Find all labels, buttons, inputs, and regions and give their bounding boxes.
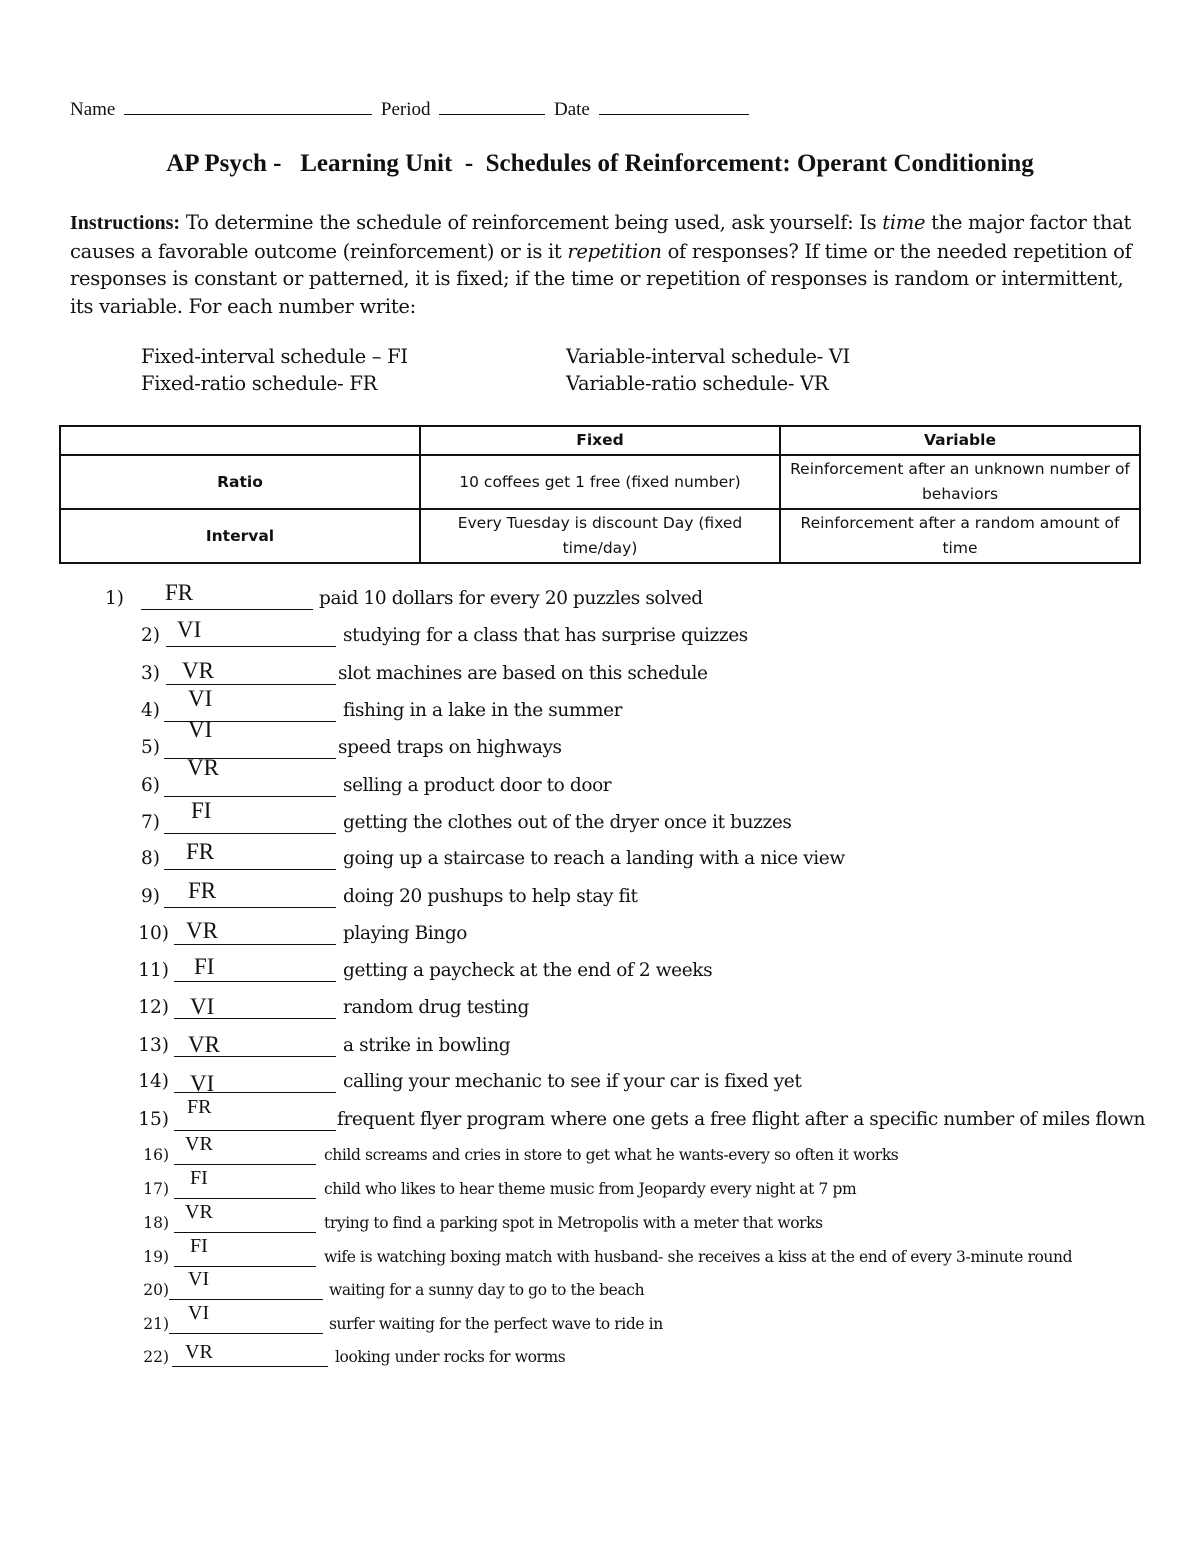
instructions-text-2: the major factor that causes a favorable outcome (reinforcement) or is it — [70, 211, 1132, 263]
answer-text: VR — [185, 1133, 213, 1155]
question-number: 17) — [143, 1180, 169, 1198]
instructions-repetition-word: repetition — [567, 239, 662, 263]
cell-ratio-fixed: 10 coffees get 1 free (fixed number) — [420, 455, 780, 509]
question-number: 9) — [141, 886, 160, 907]
list-item — [0, 686, 1200, 736]
question-text: calling your mechanic to see if your car is fixed yet — [343, 1071, 802, 1092]
answer-text: VR — [186, 918, 218, 943]
answer-text: FR — [165, 580, 194, 605]
answer-blank[interactable] — [174, 1198, 316, 1199]
list-item — [0, 1096, 1200, 1145]
answer-text: VI — [177, 617, 202, 642]
table-row — [60, 509, 1140, 563]
question-text: looking under rocks for worms — [335, 1348, 566, 1366]
answer-blank[interactable] — [164, 833, 336, 834]
answer-blank[interactable] — [169, 1333, 323, 1334]
table-header-empty — [60, 426, 420, 455]
page-title: AP Psych - Learning Unit - Schedules of Reinforcement: Operant Conditioning — [166, 150, 1034, 177]
question-text: wife is watching boxing match with husband- she receives a kiss at the end of every 3-minute round — [324, 1248, 1073, 1266]
list-item — [0, 798, 1200, 848]
answer-text: VR — [185, 1201, 213, 1223]
table-header-variable: Variable — [780, 426, 1140, 455]
answer-blank[interactable] — [174, 1130, 336, 1131]
answer-blank[interactable] — [166, 646, 336, 647]
list-item — [0, 918, 1200, 959]
question-number: 14) — [138, 1071, 169, 1092]
question-text: a strike in bowling — [343, 1035, 511, 1056]
answer-text: VI — [190, 1071, 215, 1096]
period-field[interactable] — [439, 98, 545, 115]
question-number: 8) — [141, 848, 160, 869]
answer-blank[interactable] — [174, 1164, 316, 1165]
instructions-text-1: To determine the schedule of reinforcement being used, ask yourself: Is — [180, 211, 883, 234]
cell-ratio-variable: Reinforcement after an unknown number of behaviors — [780, 455, 1140, 509]
answer-blank[interactable] — [174, 1232, 316, 1233]
question-text: playing Bingo — [343, 923, 468, 944]
list-item — [0, 717, 1200, 773]
list-item — [0, 1268, 1200, 1317]
question-number: 16) — [143, 1146, 169, 1164]
question-number: 15) — [138, 1109, 169, 1130]
list-item — [0, 1302, 1200, 1351]
answer-text: FI — [191, 798, 212, 823]
answer-text: VR — [185, 1341, 213, 1363]
answer-text: FR — [187, 1096, 212, 1118]
question-number: 13) — [138, 1035, 169, 1056]
answer-text: VI — [188, 686, 213, 711]
period-label: Period — [380, 99, 431, 120]
legend-variable-interval: Variable-interval schedule- VI — [566, 345, 850, 368]
question-number: 5) — [141, 737, 160, 758]
list-item — [0, 839, 1200, 884]
answer-text: VR — [187, 755, 219, 780]
question-number: 3) — [141, 663, 160, 684]
question-text: child who likes to hear theme music from Jeopardy every night at 7 pm — [324, 1180, 857, 1198]
answer-text: FR — [188, 878, 217, 903]
answer-text: VR — [182, 658, 214, 683]
question-number: 22) — [143, 1348, 169, 1366]
legend-variable-ratio: Variable-ratio schedule- VR — [566, 372, 829, 395]
answer-text: VR — [188, 1032, 220, 1057]
question-number: 21) — [143, 1315, 169, 1333]
question-text: fishing in a lake in the summer — [343, 700, 623, 721]
answer-text: VI — [188, 1268, 210, 1290]
row-label-ratio: Ratio — [60, 455, 420, 509]
question-text: frequent flyer program where one gets a free flight after a specific number of miles flown — [337, 1109, 1145, 1130]
question-number: 10) — [138, 923, 169, 944]
question-text: speed traps on highways — [338, 737, 562, 758]
list-item — [0, 1071, 1200, 1107]
list-item — [0, 1235, 1200, 1284]
question-text: getting a paycheck at the end of 2 weeks — [343, 960, 713, 981]
answer-text: FI — [194, 954, 215, 979]
question-number: 20) — [143, 1281, 169, 1299]
question-text: slot machines are based on this schedule — [338, 663, 708, 684]
question-number: 1) — [105, 588, 124, 609]
date-field[interactable] — [599, 98, 749, 115]
answer-text: VI — [188, 717, 213, 742]
question-text: selling a product door to door — [343, 775, 612, 796]
list-item — [0, 878, 1200, 922]
instructions-label: Instructions: — [70, 212, 181, 234]
table-header-fixed: Fixed — [420, 426, 780, 455]
name-label: Name — [70, 99, 116, 120]
instructions-time-word: time — [882, 211, 926, 234]
cell-interval-fixed: Every Tuesday is discount Day (fixed time/day) — [420, 509, 780, 563]
question-number: 19) — [143, 1248, 169, 1266]
list-item — [0, 1201, 1200, 1250]
answer-blank[interactable] — [164, 796, 336, 797]
answer-blank[interactable] — [169, 1299, 323, 1300]
question-number: 6) — [141, 775, 160, 796]
list-item — [0, 954, 1200, 996]
cell-interval-variable: Reinforcement after a random amount of time — [780, 509, 1140, 563]
question-text: getting the clothes out of the dryer once it buzzes — [343, 812, 792, 833]
question-text: waiting for a sunny day to go to the beach — [329, 1281, 645, 1299]
question-number: 12) — [138, 997, 169, 1018]
answer-text: VI — [190, 994, 215, 1019]
answer-text: FR — [186, 839, 215, 864]
instructions-text-3: of responses? If time or the needed repetition of responses is constant or patterned, it is fixed; if the time or repetition of responses is random or intermittent, its variable. For each number write: — [70, 239, 1132, 318]
answer-blank[interactable] — [172, 1366, 328, 1367]
list-item — [0, 658, 1200, 699]
question-number: 18) — [143, 1214, 169, 1232]
list-item — [0, 1032, 1200, 1071]
question-number: 7) — [141, 812, 160, 833]
list-item — [0, 1167, 1200, 1216]
list-item — [0, 755, 1200, 811]
table-header-row — [60, 426, 1140, 455]
answer-text: FI — [190, 1167, 208, 1189]
question-number: 4) — [141, 700, 160, 721]
question-text: paid 10 dollars for every 20 puzzles solved — [319, 588, 703, 609]
answer-blank[interactable] — [164, 869, 336, 870]
question-text: surfer waiting for the perfect wave to ride in — [329, 1315, 663, 1333]
question-text: trying to find a parking spot in Metropolis with a meter that works — [324, 1214, 823, 1232]
answer-text: FI — [190, 1235, 208, 1257]
question-text: child screams and cries in store to get what he wants-every so often it works — [324, 1146, 899, 1164]
list-item — [0, 617, 1200, 661]
question-number: 11) — [138, 960, 169, 981]
list-item — [0, 1133, 1200, 1182]
question-text: random drug testing — [343, 997, 529, 1018]
name-field[interactable] — [124, 98, 372, 115]
schedule-table — [59, 425, 1141, 564]
answer-blank[interactable] — [164, 907, 336, 908]
legend-fixed-interval: Fixed-interval schedule – FI — [141, 345, 408, 368]
answer-blank[interactable] — [141, 609, 313, 610]
legend-fixed-ratio: Fixed-ratio schedule- FR — [141, 372, 377, 395]
answer-blank[interactable] — [174, 981, 336, 982]
answer-blank[interactable] — [174, 1266, 316, 1267]
list-item — [0, 994, 1200, 1033]
table-row — [60, 455, 1140, 509]
answer-text: VI — [188, 1302, 210, 1324]
question-text: going up a staircase to reach a landing with a nice view — [343, 848, 845, 869]
row-label-interval: Interval — [60, 509, 420, 563]
question-text: doing 20 pushups to help stay fit — [343, 886, 638, 907]
question-text: studying for a class that has surprise quizzes — [343, 625, 748, 646]
instructions-paragraph — [70, 209, 1135, 320]
date-label: Date — [553, 99, 590, 120]
question-number: 2) — [141, 625, 160, 646]
list-item — [0, 1341, 1200, 1384]
student-info-line — [70, 98, 753, 121]
